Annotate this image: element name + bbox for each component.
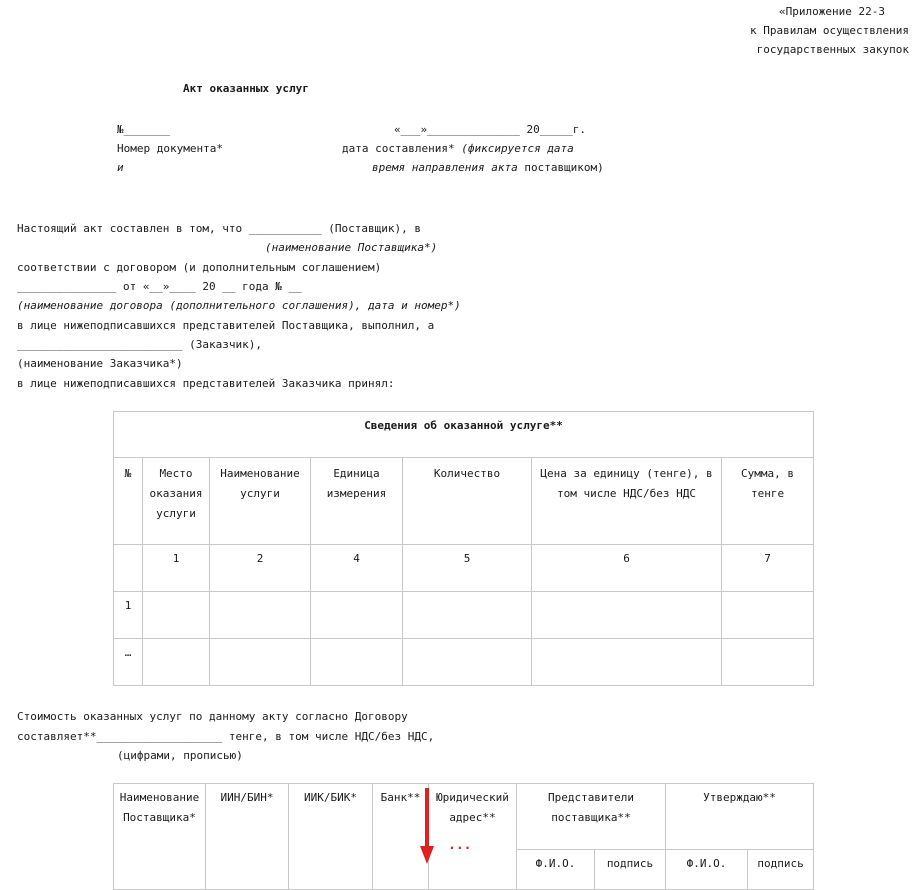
customer-note: (наименование Заказчика*)	[17, 357, 183, 370]
col-header-bank: Банк**	[373, 784, 429, 890]
appendix-line-1: «Приложение 22-3	[779, 5, 885, 18]
date-line: «___»______________ 20_____г.	[394, 123, 587, 136]
col-header-iin: ИИН/БИН*	[206, 784, 289, 890]
table-row	[114, 592, 814, 639]
doc-number-line: №_______	[117, 123, 170, 136]
col-number-cell: 2	[210, 545, 311, 592]
col-header-supplier-reps: Представители поставщика**	[517, 784, 666, 850]
services-table	[113, 411, 814, 686]
supplier-note: (наименование Поставщика*)	[265, 241, 438, 254]
body-line-2: соответствии с договором (и дополнительным соглашением)	[17, 261, 382, 274]
col-header-iik: ИИК/БИК*	[289, 784, 373, 890]
body-line-3: _______________ от «__»____ 20 __ года № __	[17, 280, 302, 293]
data-cell	[210, 639, 311, 686]
body-line-4: в лице нижеподписавшихся представителей Поставщика, выполнил, а	[17, 319, 435, 332]
col-header-unit: Единица измерения	[311, 458, 403, 545]
col-header-place: Место оказания услуги	[143, 458, 210, 545]
data-cell	[311, 639, 403, 686]
col-header-fio: Ф.И.О.	[517, 850, 595, 890]
and-word: и	[117, 161, 124, 174]
data-cell	[722, 639, 814, 686]
cost-note: (цифрами, прописью)	[117, 749, 243, 762]
scroll-down-arrow-icon[interactable]	[420, 788, 434, 864]
col-header-price: Цена за единицу (тенге), в том числе НДС/без НДС	[532, 458, 722, 545]
cost-line-2: составляет**___________________ тенге, в том числе НДС/без НДС,	[17, 730, 435, 743]
data-cell	[210, 592, 311, 639]
services-table-title: Сведения об оказанной услуге**	[114, 412, 814, 458]
data-cell	[532, 639, 722, 686]
col-number-cell: 5	[403, 545, 532, 592]
document-title: Акт оказанных услуг	[183, 82, 309, 95]
col-header-fio: Ф.И.О.	[666, 850, 748, 890]
data-cell	[532, 592, 722, 639]
appendix-line-2: к Правилам осуществления	[750, 24, 909, 37]
col-header-address: Юридический адрес**	[429, 784, 517, 890]
col-header-approve: Утверждаю**	[666, 784, 814, 850]
contract-note: (наименование договора (дополнительного соглашения), дата и номер*)	[17, 299, 461, 312]
body-line-6: в лице нижеподписавшихся представителей Заказчика принял:	[17, 377, 395, 390]
col-header-signature: подпись	[748, 850, 814, 890]
col-header-quantity: Количество	[403, 458, 532, 545]
data-cell	[722, 592, 814, 639]
date-label: дата составления* (фиксируется дата	[342, 142, 574, 155]
more-indicator: ...	[448, 838, 472, 853]
col-header-service-name: Наименование услуги	[210, 458, 311, 545]
col-number-cell: 6	[532, 545, 722, 592]
col-header-sum: Сумма, в тенге	[722, 458, 814, 545]
doc-number-label: Номер документа*	[117, 142, 223, 155]
row-number: …	[114, 639, 143, 686]
row-number: 1	[114, 592, 143, 639]
body-line-5: _________________________ (Заказчик),	[17, 338, 263, 351]
data-cell	[403, 592, 532, 639]
col-header-supplier-name: Наименование Поставщика*	[114, 784, 206, 890]
empty-cell	[114, 545, 143, 592]
table-row	[114, 639, 814, 686]
col-header-signature: подпись	[595, 850, 666, 890]
appendix-line-3: государственных закупок	[756, 43, 909, 56]
date-note: время направления акта поставщиком)	[372, 161, 604, 174]
data-cell	[143, 639, 210, 686]
col-number-cell: 4	[311, 545, 403, 592]
col-number-cell: 7	[722, 545, 814, 592]
cost-line-1: Стоимость оказанных услуг по данному акту согласно Договору	[17, 710, 408, 723]
data-cell	[403, 639, 532, 686]
col-header-number: №	[114, 458, 143, 545]
data-cell	[143, 592, 210, 639]
body-line-1: Настоящий акт составлен в том, что ___________ (Поставщик), в	[17, 222, 421, 235]
data-cell	[311, 592, 403, 639]
col-number-cell: 1	[143, 545, 210, 592]
